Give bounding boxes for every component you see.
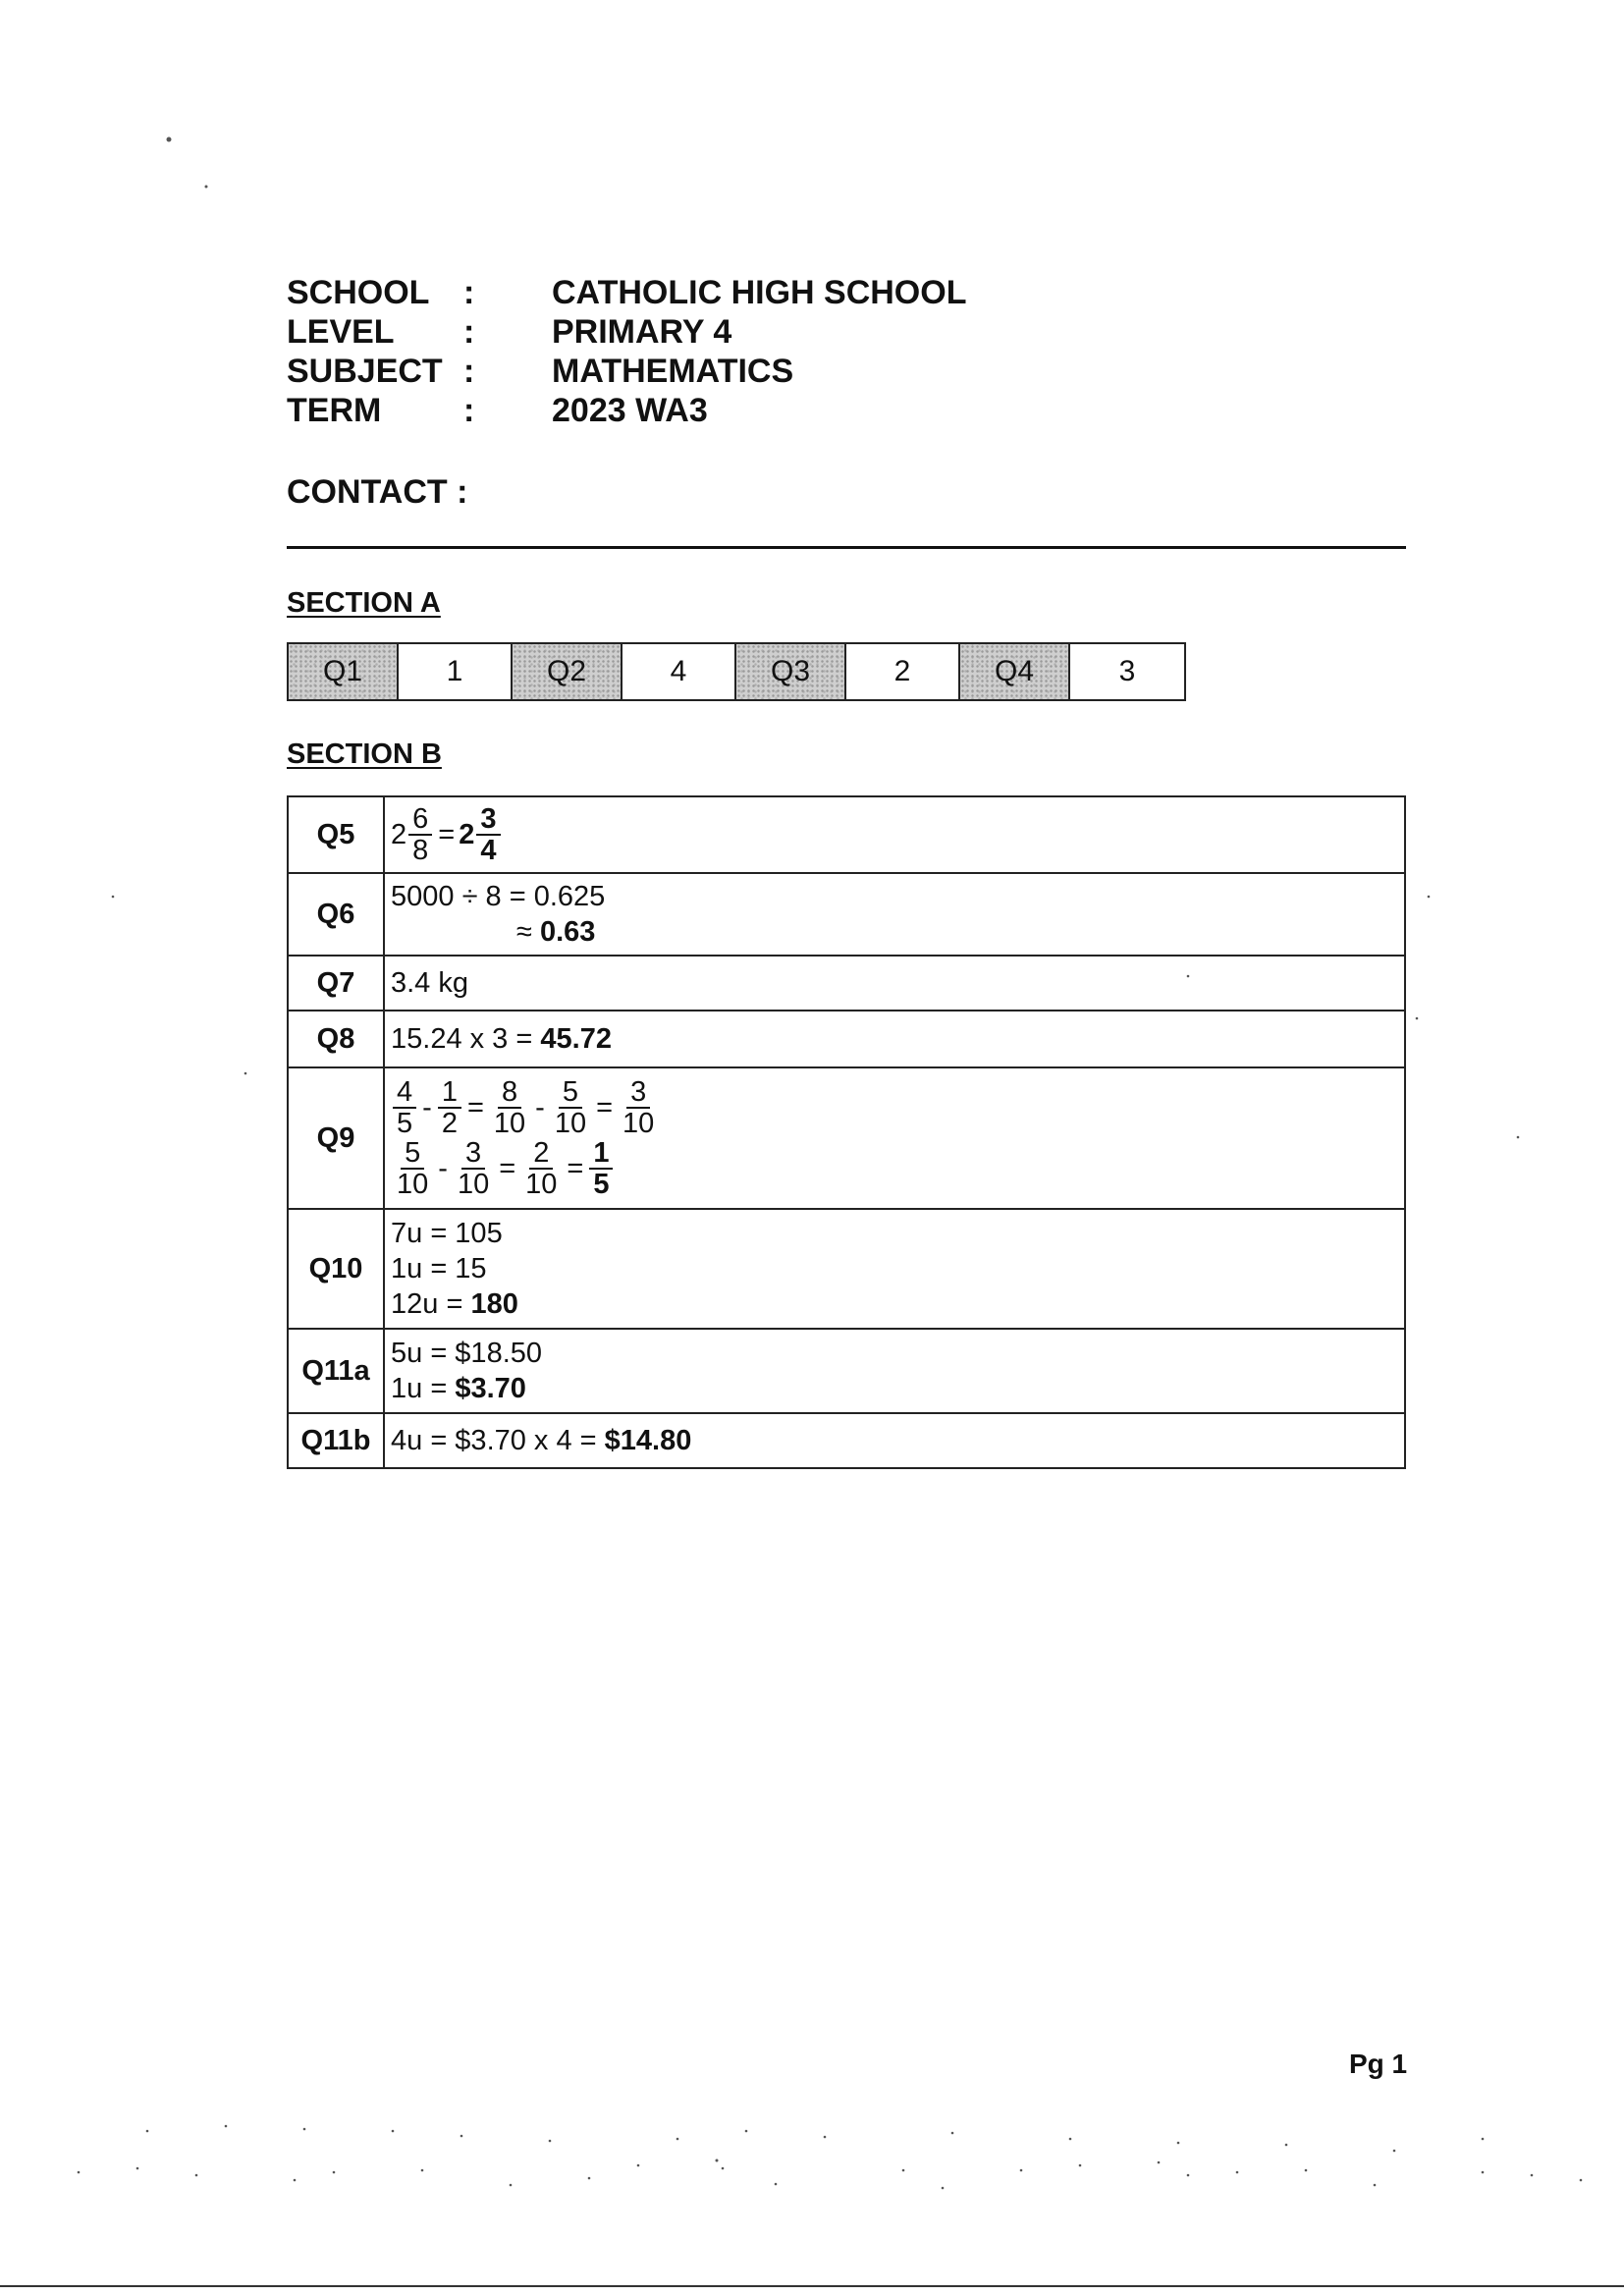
question-label: Q5 xyxy=(288,796,384,873)
question-label: Q11b xyxy=(288,1413,384,1468)
answer-value: 1 xyxy=(399,644,513,699)
question-label: Q10 xyxy=(288,1209,384,1329)
subject-value: MATHEMATICS xyxy=(552,353,794,390)
colon: : xyxy=(463,392,475,429)
level-key: LEVEL xyxy=(287,313,395,351)
question-label: Q1 xyxy=(289,644,399,699)
question-label: Q6 xyxy=(288,873,384,956)
question-label: Q11a xyxy=(288,1329,384,1413)
answer-value: 4 xyxy=(623,644,736,699)
subject-key: SUBJECT xyxy=(287,353,443,390)
colon: : xyxy=(463,274,475,311)
mixed-whole: 2 xyxy=(391,818,407,850)
answer-line: ≈ 0.63 xyxy=(516,916,596,948)
answer-value: 3 xyxy=(1118,655,1136,687)
answer-cell: 7u = 105 1u = 15 12u = 180 xyxy=(384,1209,1405,1329)
question-label: Q3 xyxy=(736,644,846,699)
level-value: PRIMARY 4 xyxy=(552,313,732,351)
fraction: $\frac{6}{8}$ xyxy=(408,804,432,865)
equals-sign: = xyxy=(438,818,456,850)
colon: : xyxy=(463,353,475,390)
answer-cell: 4u = $3.70 x 4 = $14.80 xyxy=(384,1413,1405,1468)
school-key: SCHOOL xyxy=(287,274,430,311)
working-line: 5000 ÷ 8 = 0.625 xyxy=(391,881,606,912)
contact-label: CONTACT : xyxy=(287,473,468,511)
answer-cell: 3.4 kg xyxy=(384,956,1405,1011)
section-b-title: SECTION B xyxy=(287,738,442,770)
answer-fraction: $\frac{3}{4}$ xyxy=(476,804,500,865)
question-label: Q2 xyxy=(513,644,623,699)
term-key: TERM xyxy=(287,392,382,429)
page-number: Pg 1 xyxy=(1349,2049,1408,2079)
answer-line: $\frac{5}{10}$ - $\frac{3}{10}$ = $\frac{2}{10}$ = $\frac{1}{5}$ xyxy=(391,1138,1398,1199)
answer-cell: 5u = $18.50 1u = $3.70 xyxy=(384,1329,1405,1413)
term-value: 2023 WA3 xyxy=(552,392,708,429)
section-a-title: SECTION A xyxy=(287,587,441,619)
answer-whole: 2 xyxy=(459,818,475,850)
question-label: Q4 xyxy=(960,644,1070,699)
colon: : xyxy=(463,313,475,351)
answer-value: 2 xyxy=(846,644,960,699)
question-label: Q7 xyxy=(288,956,384,1011)
page-bottom-edge xyxy=(0,2285,1624,2287)
question-label: Q8 xyxy=(288,1011,384,1067)
question-label: Q9 xyxy=(288,1067,384,1209)
working-line: $\frac{4}{5}$ - $\frac{1}{2}$ = $\frac{8}{10}$ - $\frac{5}{10}$ = $\frac{3}{10}$ xyxy=(391,1077,1398,1138)
answer-cell: 15.24 x 3 = 45.72 xyxy=(384,1011,1405,1067)
school-value: CATHOLIC HIGH SCHOOL xyxy=(552,274,967,311)
